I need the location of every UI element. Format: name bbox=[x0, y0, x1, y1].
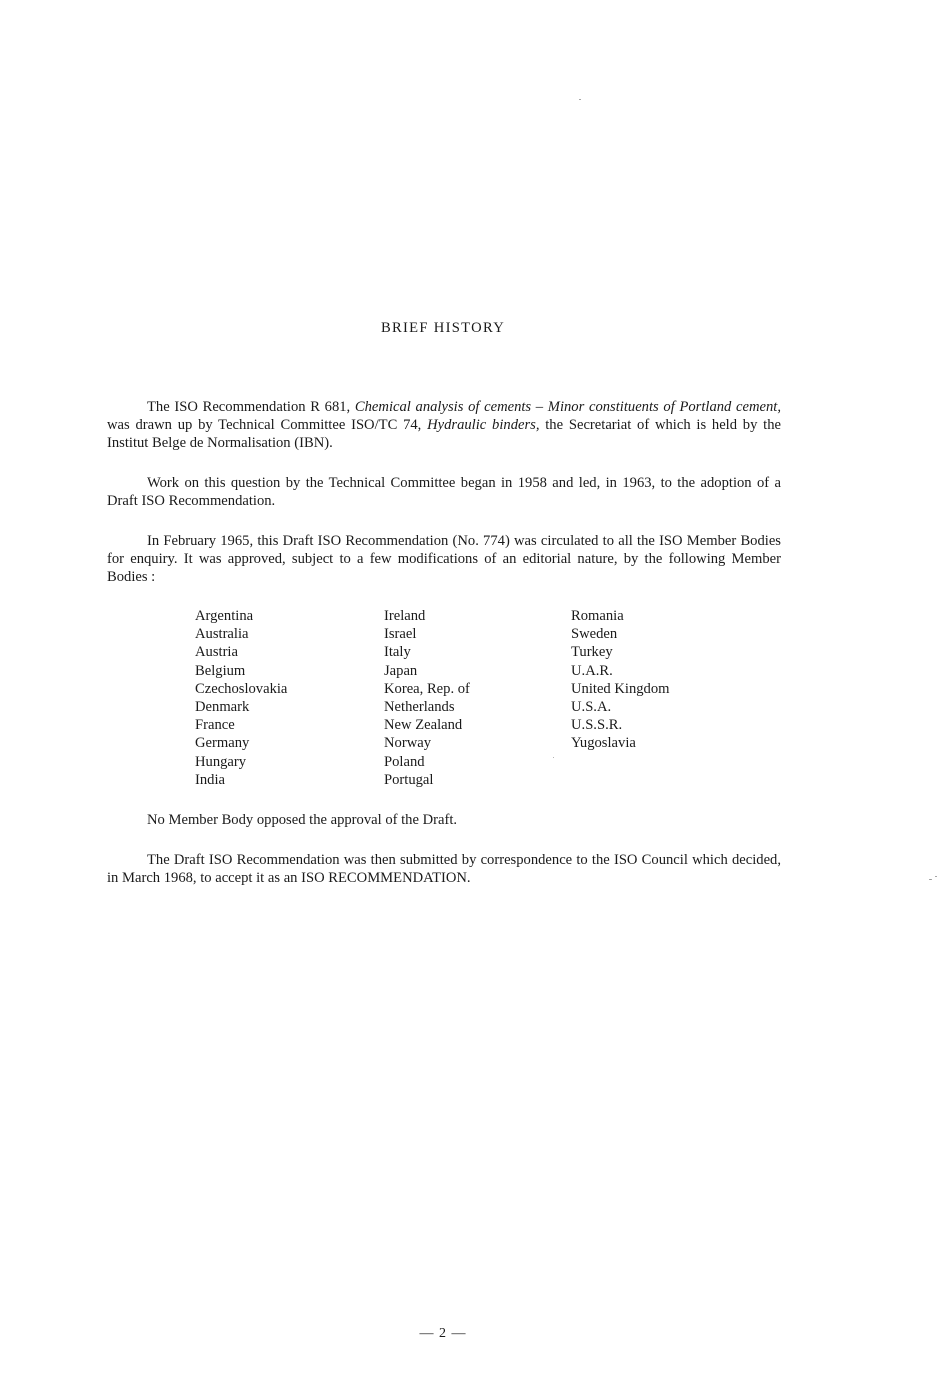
scan-speck bbox=[929, 879, 932, 880]
member-body-item: Czechoslovakia bbox=[195, 680, 288, 697]
member-body-item: Austria bbox=[195, 644, 238, 661]
scan-speck bbox=[553, 757, 554, 758]
history-paragraph-council: The Draft ISO Recommendation was then submitted by correspondence to the ISO Council which decided, in March 1968, to accept it as an ISO RECOMMENDATION. bbox=[107, 852, 781, 886]
member-bodies-column-3 bbox=[571, 607, 670, 753]
member-body-item: Yugoslavia bbox=[571, 735, 636, 752]
history-paragraph-work: Work on this question by the Technical Committee began in 1958 and led, in 1963, to the adoption of a Draft ISO Recommendation. bbox=[107, 475, 781, 509]
scan-speck bbox=[579, 99, 581, 100]
member-body-item: Israel bbox=[384, 626, 417, 643]
para1-committee-italic: Hydraulic binders, bbox=[427, 417, 540, 433]
member-body-item: France bbox=[195, 717, 235, 734]
member-body-item: United Kingdom bbox=[571, 680, 670, 697]
member-body-item: Portugal bbox=[384, 771, 434, 788]
member-body-item: Japan bbox=[384, 662, 418, 679]
member-body-item: Romania bbox=[571, 608, 624, 624]
page-title: BRIEF HISTORY bbox=[380, 320, 506, 336]
member-body-item: Korea, Rep. of bbox=[384, 680, 470, 697]
member-body-item: Netherlands bbox=[384, 698, 455, 715]
member-body-item: Turkey bbox=[571, 644, 613, 661]
member-body-item: Denmark bbox=[195, 698, 250, 715]
para1-title-italic: Chemical analysis of cements – Minor constituents of Portland cement, bbox=[354, 399, 781, 415]
page-number: — 2 — bbox=[419, 1326, 467, 1341]
member-body-item: Poland bbox=[384, 753, 425, 770]
member-bodies-column-2 bbox=[384, 607, 470, 789]
para1-text-c: the Secretariat of which is held by the Institut Belge de Normalisation (IBN). bbox=[107, 417, 781, 451]
member-body-item: Norway bbox=[384, 735, 432, 752]
scan-speck bbox=[935, 876, 937, 877]
member-bodies-column-1 bbox=[195, 607, 287, 789]
member-body-item: New Zealand bbox=[384, 717, 463, 734]
para1-text-b: was drawn up by Technical Committee ISO/TC 74, bbox=[107, 417, 428, 433]
history-paragraph-no-opposition: No Member Body opposed the approval of the Draft. bbox=[147, 812, 458, 828]
history-paragraph-enquiry: In February 1965, this Draft ISO Recommendation (No. 774) was circulated to all the ISO Member Bodies for enquiry. It was approved, subject to a few modifications of an editorial nature, by the following Member Bodies : bbox=[107, 533, 781, 585]
member-body-item: Sweden bbox=[571, 626, 618, 643]
member-body-item: Australia bbox=[195, 626, 249, 643]
member-body-item: U.S.A. bbox=[571, 698, 612, 715]
member-body-item: Argentina bbox=[195, 608, 254, 624]
member-body-item: Hungary bbox=[195, 753, 247, 770]
member-body-item: Italy bbox=[384, 644, 411, 661]
member-body-item: Ireland bbox=[384, 608, 426, 624]
member-body-item: Belgium bbox=[195, 662, 246, 679]
member-body-item: U.S.S.R. bbox=[571, 717, 623, 734]
para1-text-a: The ISO Recommendation R 681, bbox=[147, 399, 355, 415]
history-paragraph-recommendation bbox=[107, 398, 781, 452]
member-body-item: U.A.R. bbox=[571, 662, 613, 679]
member-body-item: Germany bbox=[195, 735, 250, 752]
member-body-item: India bbox=[195, 771, 225, 788]
